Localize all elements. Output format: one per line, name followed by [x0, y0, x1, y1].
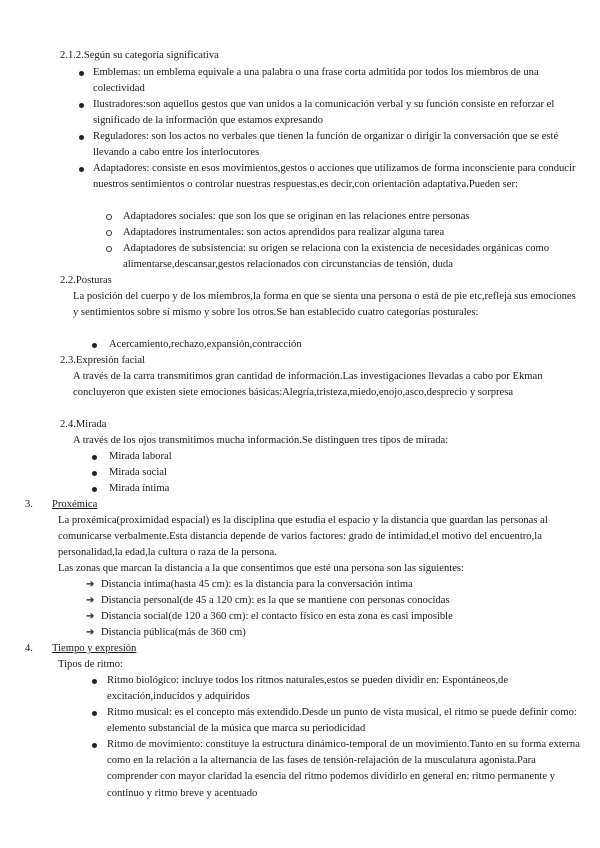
bullet-icon — [92, 455, 97, 460]
list-item-adaptadores: Adaptadores: consiste en esos movimientos,gestos o acciones que utilizamos de forma inconsciente para conducir nuestros sentimientos o controlar nuestras respuestas,es decir,con orientación adaptativa.Pueden ser: — [93, 163, 576, 191]
list-item-reguladores: Reguladores: son los actos no verbales que tienen la función de organizar o dirigir la conversación que se esté llevando a cabo entre los interlocutores — [93, 131, 559, 159]
section-3-number: 3. — [25, 499, 33, 510]
list-item-mirada-laboral: Mirada laboral — [109, 451, 172, 462]
section-3-heading: Proxémica — [52, 499, 98, 510]
section-3-text: La proxémica(proximidad espacial) es la disciplina que estudia el espacio y la distancia que guardan las personas al comunicarse verbalmente.Esta distancia depende de varios factores: grado de intimidad,el motivo del encuentro,la personalidad,la edad,la cultura o raza de la persona. — [58, 515, 548, 559]
section-2-4-text: A través de los ojos transmitimos mucha información.Se distinguen tres tipos de mirada: — [73, 435, 449, 446]
section-3-text2: Las zonas que marcan la distancia a la que consentimos que esté una persona son las siguientes: — [58, 563, 464, 574]
arrow-right-icon: ➔ — [86, 595, 95, 606]
section-4-heading: Tiempo y expresión — [52, 643, 137, 654]
sublist-item-sociales: Adaptadores sociales: que son los que se originan en las relaciones entre personas — [123, 211, 470, 222]
arrow-right-icon: ➔ — [86, 579, 95, 590]
bullet-icon — [79, 71, 84, 76]
bullet-icon — [79, 135, 84, 140]
list-item-mirada-intima: Mirada íntima — [109, 483, 170, 494]
circle-bullet-icon — [106, 230, 112, 236]
circle-bullet-icon — [106, 246, 112, 252]
list-item-ritmo-musical: Ritmo musical: es el concepto más extendido.Desde un punto de vista musical, el ritmo se puede definir como: elemento substancial de la música que marca su periodicidad — [107, 707, 577, 735]
arrow-right-icon: ➔ — [86, 627, 95, 638]
section-2-2-heading: 2.2.Posturas — [60, 275, 112, 286]
arrow-right-icon: ➔ — [86, 611, 95, 622]
bullet-icon — [92, 711, 97, 716]
bullet-icon — [79, 103, 84, 108]
list-item-distancia-personal: Distancia personal(de 45 a 120 cm): es la que se mantiene con personas conocidas — [101, 595, 450, 606]
section-2-4-heading: 2.4.Mirada — [60, 419, 107, 430]
list-item-distancia-publica: Distancia pública(más de 360 cm) — [101, 627, 246, 638]
sublist-item-instrumentales: Adaptadores instrumentales: son actos aprendidos para realizar alguna tarea — [123, 227, 445, 238]
bullet-icon — [92, 743, 97, 748]
section-2-3-text: A través de la carra transmitimos gran cantidad de información.Las investigaciones llevadas a cabo por Ekman concluyeron que existen siete emociones básicas:Alegría,tristeza,miedo,enojo,asco,desprecio y sorpresa — [73, 371, 543, 399]
list-item-distancia-intima: Distancia íntima(hasta 45 cm): es la distancia para la conversación íntima — [101, 579, 413, 590]
bullet-icon — [92, 679, 97, 684]
list-item-ritmo-biologico: Ritmo biológico: incluye todos los ritmos naturales,estos se pueden dividir en: Espontáneos,de excitación,inducidos y adquiridos — [107, 675, 509, 703]
bullet-icon — [92, 487, 97, 492]
bullet-icon — [92, 471, 97, 476]
section-2-1-2-heading: 2.1.2.Según su categoría significativa — [60, 50, 219, 61]
section-2-3-heading: 2.3.Expresión facial — [60, 355, 146, 366]
bullet-icon — [92, 343, 97, 348]
list-item-distancia-social: Distancia social(de 120 a 360 cm): el contacto físico en esta zona es casi imposible — [101, 611, 453, 622]
list-item-posturas: Acercamiento,rechazo,expansión,contracción — [109, 339, 302, 350]
list-item-emblemas: Emblemas: un emblema equivale a una palabra o una frase corta admitida por todos los miembros de una colectividad — [93, 67, 539, 95]
circle-bullet-icon — [106, 214, 112, 220]
bullet-icon — [79, 167, 84, 172]
list-item-ilustradores: Ilustradores:son aquellos gestos que van unidos a la comunicación verbal y su función consiste en reforzar el significado de la información que estamos expresando — [93, 99, 555, 127]
section-4-number: 4. — [25, 643, 33, 654]
section-4-subheading: Tipos de ritmo: — [58, 659, 123, 670]
sublist-item-subsistencia: Adaptadores de subsistencia: su origen se relaciona con la existencia de necesidades orgánicas como alimentarse,descansar,gestos relacionados con circunstancias de tensión, duda — [123, 243, 550, 271]
section-2-2-text: La posición del cuerpo y de los miembros,la forma en que se sienta una persona o está de pie etc,refleja sus emociones y sentimientos sobre sí mismo y sobre los otros.Se han establecido cuatro categorías posturales: — [73, 291, 576, 319]
list-item-ritmo-movimiento: Ritmo de movimiento: constituye la estructura dinámico-temporal de un movimiento.Tanto en su forma externa como en la relación a la alternancia de las fases de tensión-relajación de la musculatura agonista.Para comprender con mayor claridad la esencia del ritmo podemos dividirlo en general en: ritmo permanente y continuo y ritmo breve y acentuado — [107, 739, 580, 799]
list-item-mirada-social: Mirada social — [109, 467, 167, 478]
